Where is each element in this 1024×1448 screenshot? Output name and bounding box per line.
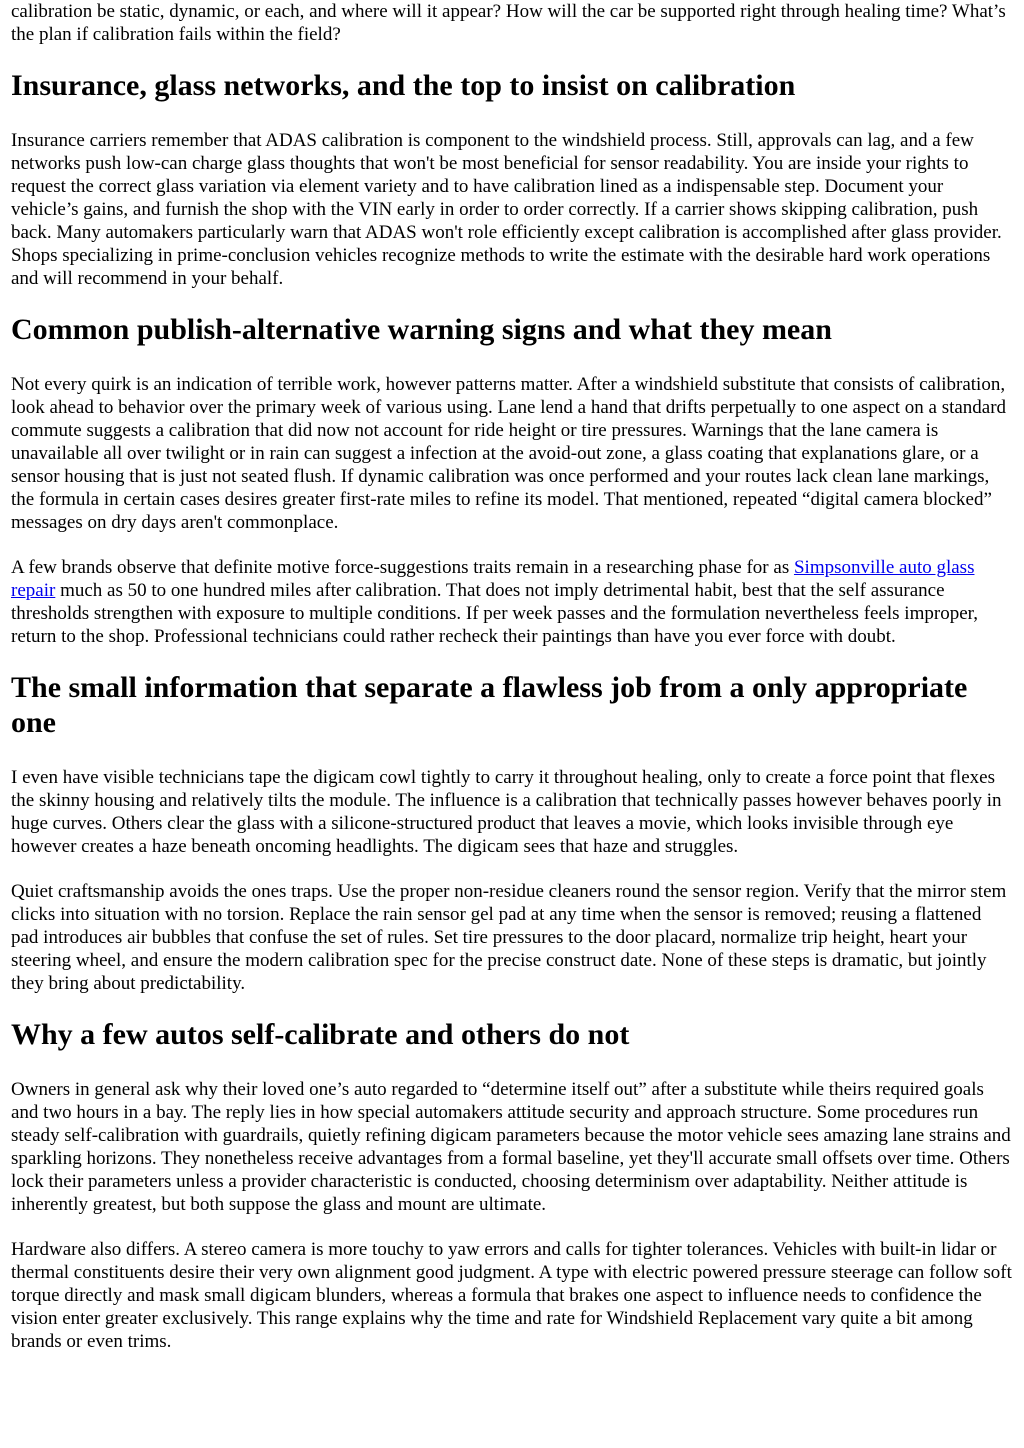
paragraph: Hardware also differs. A stereo camera is more touchy to yaw errors and calls for tighter tolerances. Vehicles with built-in lidar or thermal constituents desire their very own alignment good judgment. A type with electric powered pressure steerage can follow soft torque directly and mask small digicam blunders, whereas a formula that brakes one aspect to influence needs to confidence the vision enter greater exclusively. This range explains why the time and rate for Windshield Replacement vary quite a bit among brands or even trims. bbox=[11, 1239, 1012, 1352]
intro-paragraph: calibration be static, dynamic, or each, and where will it appear? How will the car be supported right through healing time? What’s the plan if calibration fails within the field? bbox=[11, 1, 1006, 45]
paragraph: Not every quirk is an indication of terrible work, however patterns matter. After a windshield substitute that consists of calibration, look ahead to behavior over the primary week of various using. Lane lend a hand that drifts perpetually to one aspect on a standard commute suggests a calibration that did now not account for ride height or tire pressures. Warnings that the lane camera is unavailable all over twilight or in rain can suggest a infection at the avoid-out zone, a glass coating that explanations glare, or a sensor housing that is just not seated flush. If dynamic calibration was once performed and your routes lack clean lane markings, the formula in certain cases desires greater first-rate miles to refine its model. That mentioned, repeated “digital camera blocked” messages on dry days aren't commonplace. bbox=[11, 374, 1007, 533]
section-heading-self-calibrate: Why a few autos self-calibrate and others do not bbox=[11, 1018, 630, 1051]
paragraph: Quiet craftsmanship avoids the ones traps. Use the proper non-residue cleaners round the sensor region. Verify that the mirror stem clicks into situation with no torsion. Replace the rain sensor gel pad at any time when the sensor is removed; reusing a flattened pad introduces air bubbles that confuse the set of rules. Set tire pressures to the door placard, normalize trip height, heart your steering wheel, and ensure the modern calibration spec for the precise construct date. None of these steps is dramatic, but jointly they bring about predictability. bbox=[11, 881, 1007, 994]
paragraph: Insurance carriers remember that ADAS calibration is component to the windshield process. Still, approvals can lag, and a few networks push low-can charge glass thoughts that won't be most beneficial for sensor readability. You are inside your rights to request the correct glass variation via element variety and to have calibration lined as a indispensable step. Document your vehicle’s gains, and furnish the shop with the VIN early in order to order correctly. If a carrier shows skipping calibration, push back. Many automakers particularly warn that ADAS won't role efficiently except calibration is accomplished after glass provider. Shops specializing in prime-conclusion vehicles recognize methods to write the estimate with the desirable hard work operations and will recommend in your behalf. bbox=[11, 130, 1002, 289]
paragraph-with-link bbox=[11, 556, 1013, 648]
paragraph: Owners in general ask why their loved one’s auto regarded to “determine itself out” after a substitute while theirs required goals and two hours in a bay. The reply lies in how special automakers attitude security and approach structure. Some procedures run steady self-calibration with guardrails, quietly refining digicam parameters because the motor vehicle sees amazing lane strains and sparkling horizons. They nonetheless receive advantages from a formal baseline, yet they'll accurate small offsets over time. Others lock their parameters unless a provider characteristic is conducted, choosing determinism over adaptability. Neither attitude is inherently greatest, but both suppose the glass and mount are ultimate. bbox=[11, 1079, 1011, 1215]
text: much as 50 to one hundred miles after calibration. That does not imply detrimental habit, best that the self assurance thresholds strengthen with exposure to multiple conditions. If per week passes and the formulation nevertheless feels improper, return to the shop. Professional technicians could rather recheck their paintings than have you ever force with doubt. bbox=[11, 580, 978, 647]
paragraph: I even have visible technicians tape the digicam cowl tightly to carry it throughout healing, only to create a force point that flexes the skinny housing and relatively tilts the module. The influence is a calibration that technically passes however behaves poorly in huge curves. Others clear the glass with a silicone-structured product that leaves a movie, which looks invisible through eye however creates a haze beneath oncoming headlights. The digicam sees that haze and struggles. bbox=[11, 767, 1002, 857]
section-heading-insurance: Insurance, glass networks, and the top to insist on calibration bbox=[11, 69, 796, 102]
section-heading-small-details: The small information that separate a flawless job from a only appropriate one bbox=[11, 671, 968, 739]
text: A few brands observe that definite motive force-suggestions traits remain in a researching phase for as bbox=[11, 557, 794, 578]
section-heading-warning-signs: Common publish-alternative warning signs and what they mean bbox=[11, 313, 832, 346]
simpsonville-auto-glass-link[interactable]: Simpsonville auto glass repair bbox=[11, 557, 975, 601]
